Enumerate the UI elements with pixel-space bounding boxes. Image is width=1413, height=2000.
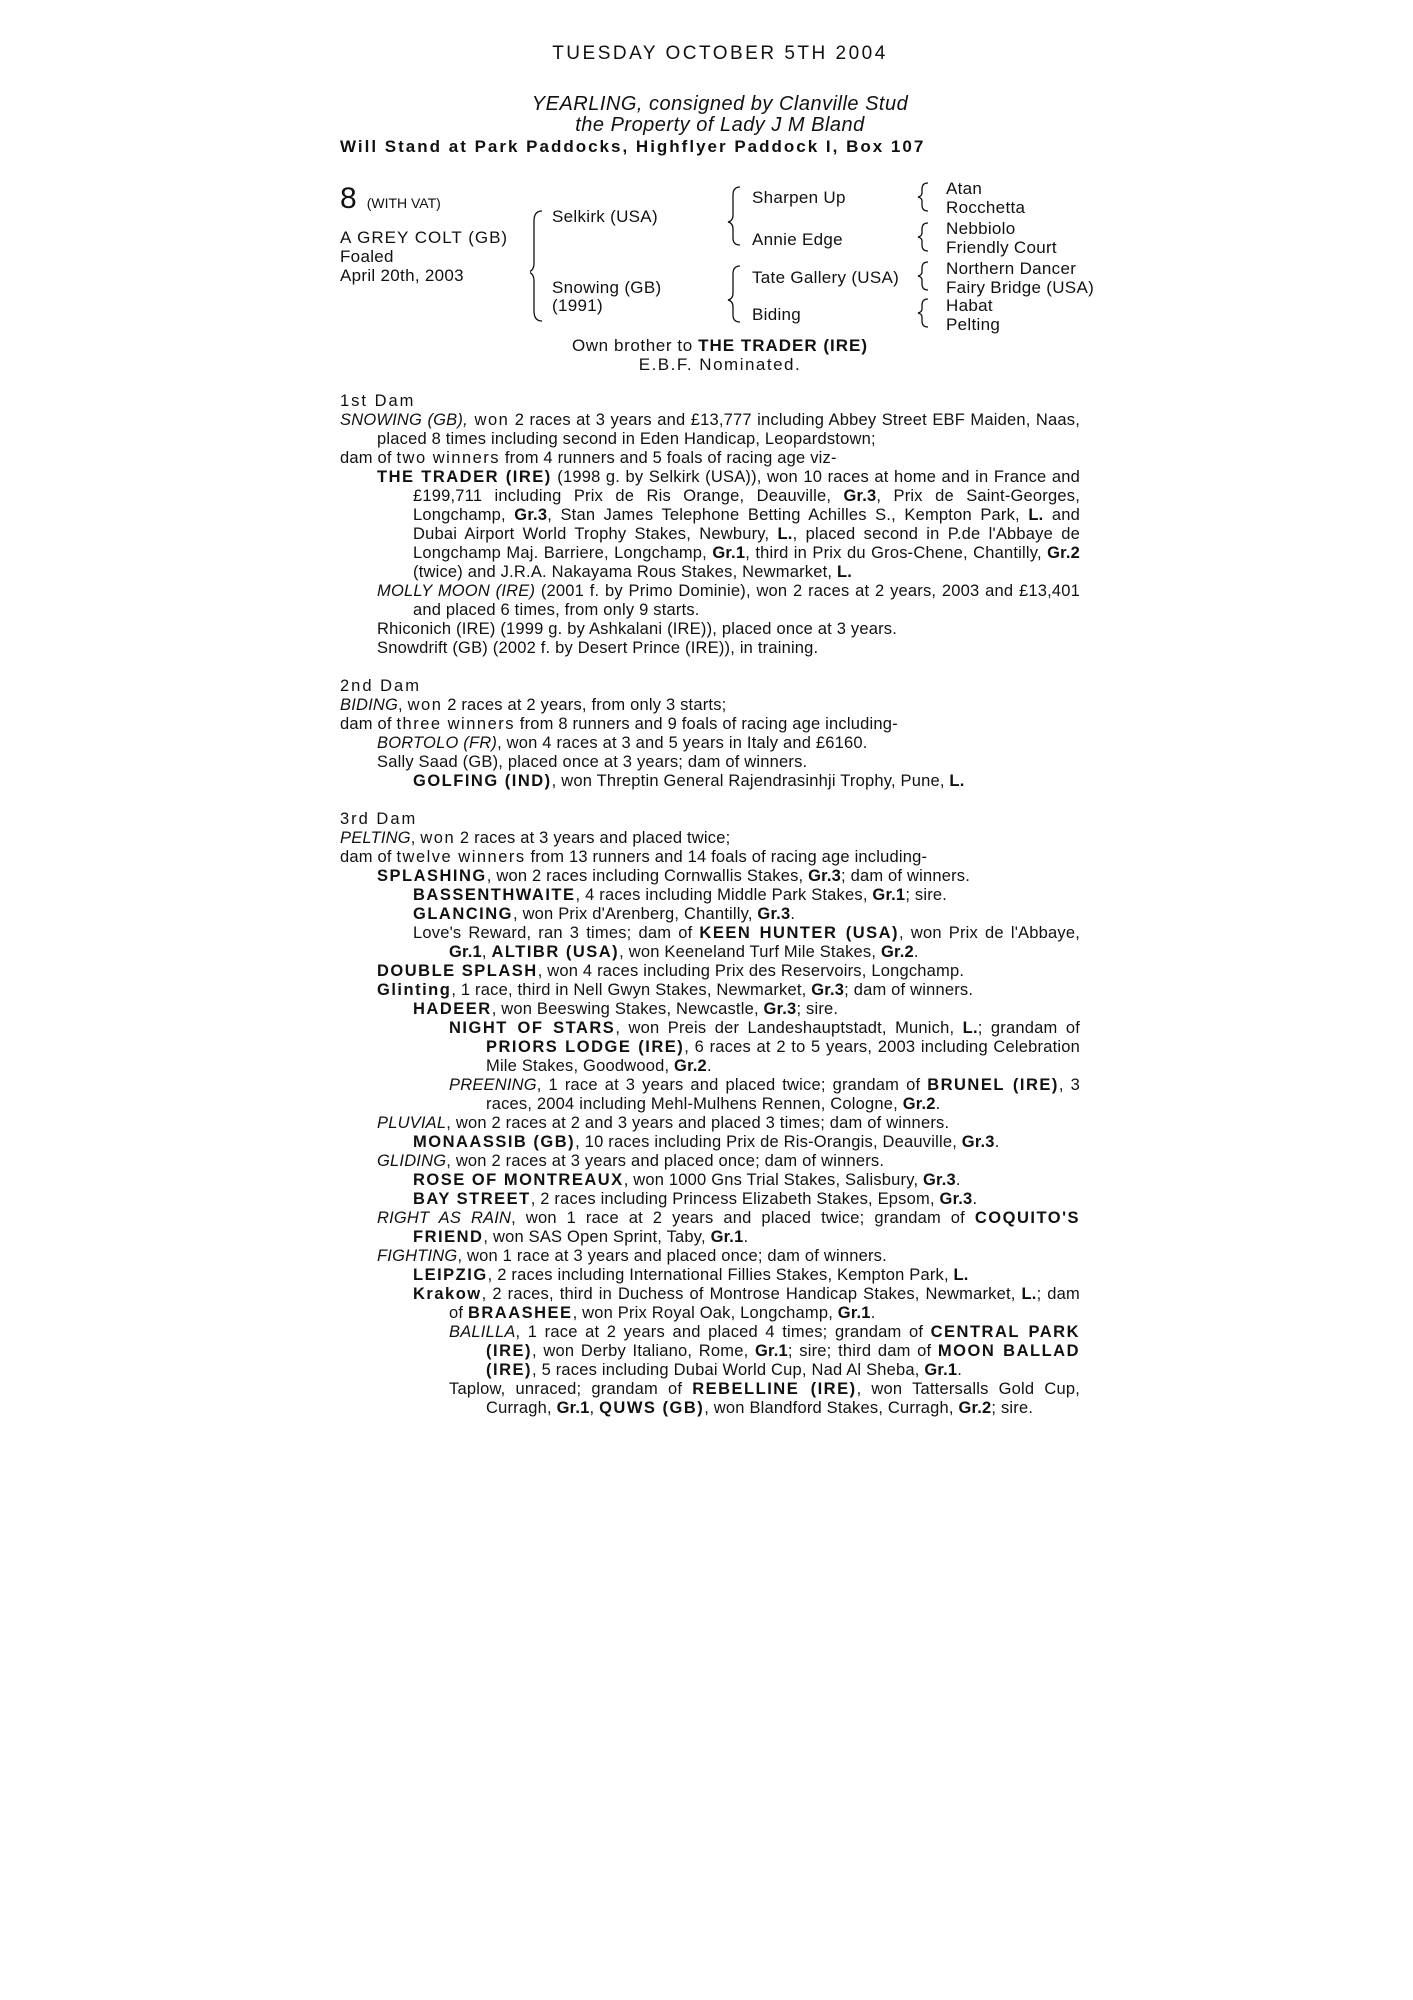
third-dam-produce-summary: dam of twelve winners from 13 runners and 14 foals of racing age including- [340, 848, 928, 866]
produce-bortolo: BORTOLO (FR), won 4 races at 3 and 5 years in Italy and £6160. [377, 734, 868, 752]
dam-brace [728, 266, 740, 322]
third-dam-record: PELTING, won 2 races at 3 years and placed twice; [340, 829, 731, 847]
produce-preening: PREENING, 1 race at 3 years and placed twice; grandam of BRUNEL (IRE), 3 races, 2004 including Mehl-Mulhens Rennen, Cologne, Gr.2. [449, 1076, 1080, 1113]
stand-location: Will Stand at Park Paddocks, Highflyer Paddock I, Box 107 [340, 137, 926, 156]
produce-fighting: FIGHTING, won 1 race at 3 years and placed once; dam of winners. [377, 1247, 887, 1265]
sd-brace [918, 223, 928, 251]
sire-brace [728, 187, 740, 245]
produce-double-splash: DOUBLE SPLASH, won 4 races including Prix des Reservoirs, Longchamp. [377, 962, 965, 980]
ebf-note: E.B.F. Nominated. [638, 355, 802, 374]
sss: Atan [946, 179, 983, 198]
consignment [340, 94, 1100, 136]
produce-glancing: GLANCING, won Prix d'Arenberg, Chantilly, Gr.3. [413, 905, 796, 923]
third-dam-heading: 3rd Dam [340, 810, 418, 828]
produce-gliding: GLIDING, won 2 races at 3 years and placed once; dam of winners. [377, 1152, 885, 1170]
foaled-date: April 20th, 2003 [340, 266, 464, 285]
ssd: Rocchetta [946, 198, 1026, 217]
produce-monaassib: MONAASSIB (GB), 10 races including Prix de Ris-Orangis, Deauville, Gr.3. [413, 1133, 1000, 1151]
produce-bay-street: BAY STREET, 2 races including Princess Elizabeth Stakes, Epsom, Gr.3. [413, 1190, 978, 1208]
produce-balilla: BALILLA, 1 race at 2 years and placed 4 times; grandam of CENTRAL PARK (IRE), won Derby Italiano, Rome, Gr.1; sire; third dam of MOON BALLAD (IRE), 5 races including Dubai World Cup, Nad Al Sheba, Gr.1. [449, 1323, 1080, 1379]
brother-name: THE TRADER (IRE) [698, 336, 869, 355]
produce-pluvial: PLUVIAL, won 2 races at 2 and 3 years and placed 3 times; dam of winners. [377, 1114, 950, 1132]
ss-brace [918, 183, 928, 211]
ds-brace [918, 262, 928, 290]
produce-molly-moon: MOLLY MOON (IRE) (2001 f. by Primo Dominie), won 2 races at 2 years, 2003 and £13,401 and placed 6 times, from only 9 starts. [377, 582, 1080, 619]
sire-dam: Annie Edge [752, 230, 843, 249]
produce-sally-saad: Sally Saad (GB), placed once at 3 years; dam of winners. [377, 753, 808, 771]
foaled-label: Foaled [340, 247, 394, 266]
pedigree-body [340, 392, 1080, 1418]
lot-number: 8 [340, 182, 357, 215]
produce-glinting: Glinting, 1 race, third in Nell Gwyn Stakes, Newmarket, Gr.3; dam of winners. [377, 981, 974, 999]
first-dam-record: SNOWING (GB), won 2 races at 3 years and £13,777 including Abbey Street EBF Maiden, Naas, placed 8 times including second in Eden Handicap, Leopardstown; [340, 411, 1080, 448]
sdd: Friendly Court [946, 238, 1057, 257]
brother-prefix: Own brother to [571, 336, 699, 355]
produce-rhiconich: Rhiconich (IRE) (1999 g. by Ashkalani (IRE)), placed once at 3 years. [377, 620, 898, 638]
dds: Habat [946, 296, 993, 315]
lot-number-line [340, 182, 441, 216]
produce-golfing: GOLFING (IND), won Threptin General Rajendrasinhji Trophy, Pune, L. [413, 772, 965, 790]
produce-hadeer: HADEER, won Beeswing Stakes, Newcastle, Gr.3; sire. [413, 1000, 839, 1018]
produce-night-of-stars: NIGHT OF STARS, won Preis der Landeshauptstadt, Munich, L.; grandam of PRIORS LODGE (IRE), 6 races at 2 to 5 years, 2003 including Celebration Mile Stakes, Goodwood, Gr.2. [449, 1019, 1081, 1075]
dam-dam: Biding [752, 305, 802, 324]
dd-brace [918, 299, 928, 327]
second-dam-record: BIDING, won 2 races at 2 years, from only 3 starts; [340, 696, 727, 714]
produce-the-trader: THE TRADER (IRE) (1998 g. by Selkirk (USA)), won 10 races at home and in France and £199,711 including Prix de Ris Orange, Deauville, Gr.3, Prix de Saint-Georges, Longchamp, Gr.3, Stan James Telephone Betting Achilles S., Kempton Park, L. and Dubai Airport World Trophy Stakes, Newbury, L., placed second in P.de l'Abbaye de Longchamp Maj. Barriere, Longchamp, Gr.1, third in Prix du Gros-Chene, Chantilly, Gr.2 (twice) and J.R.A. Nakayama Rous Stakes, Newmarket, L. [377, 468, 1080, 581]
produce-bassenthwaite: BASSENTHWAITE, 4 races including Middle Park Stakes, Gr.1; sire. [413, 886, 948, 904]
first-dam-produce-summary: dam of two winners from 4 runners and 5 foals of racing age viz- [340, 449, 837, 467]
dam-name: Snowing (GB) [552, 278, 662, 297]
sire-sire: Sharpen Up [752, 188, 846, 207]
produce-taplow: Taplow, unraced; grandam of REBELLINE (IRE), won Tattersalls Gold Cup, Curragh, Gr.1, QUWS (GB), won Blandford Stakes, Curragh, Gr.2; sire. [449, 1380, 1080, 1417]
produce-right-as-rain: RIGHT AS RAIN, won 1 race at 2 years and placed twice; grandam of COQUITO'S FRIEND, won SAS Open Sprint, Taby, Gr.1. [377, 1209, 1081, 1246]
dsd: Fairy Bridge (USA) [946, 278, 1095, 297]
vat-note: (WITH VAT) [366, 195, 441, 211]
ddd: Pelting [946, 315, 1001, 334]
first-dam-heading: 1st Dam [340, 392, 416, 410]
produce-rose-of-montreaux: ROSE OF MONTREAUX, won 1000 Gns Trial Stakes, Salisbury, Gr.3. [413, 1171, 961, 1189]
second-dam-produce-summary: dam of three winners from 8 runners and 9 foals of racing age including- [340, 715, 898, 733]
dss: Northern Dancer [946, 259, 1077, 278]
produce-loves-reward: Love's Reward, ran 3 times; dam of KEEN HUNTER (USA), won Prix de l'Abbaye, Gr.1, ALTIBR (USA), won Keeneland Turf Mile Stakes, Gr.2. [413, 924, 1080, 961]
produce-splashing: SPLASHING, won 2 races including Cornwallis Stakes, Gr.3; dam of winners. [377, 867, 971, 885]
sds: Nebbiolo [946, 219, 1016, 238]
dam-sire: Tate Gallery (USA) [752, 268, 900, 287]
produce-snowdrift: Snowdrift (GB) (2002 f. by Desert Prince (IRE)), in training. [377, 639, 819, 657]
lot-description: A GREY COLT (GB) [340, 228, 509, 247]
sire-name: Selkirk (USA) [552, 207, 658, 226]
sire-dam-brace [530, 211, 542, 321]
second-dam-heading: 2nd Dam [340, 677, 421, 695]
produce-krakow: Krakow, 2 races, third in Duchess of Montrose Handicap Stakes, Newmarket, L.; dam of BRAASHEE, won Prix Royal Oak, Longchamp, Gr.1. [413, 1285, 1080, 1322]
own-brother-note [340, 336, 1100, 355]
produce-leipzig: LEIPZIG, 2 races including International Fillies Stakes, Kempton Park, L. [413, 1266, 969, 1284]
property-line: the Property of Lady J M Bland [575, 114, 865, 136]
dam-year: (1991) [552, 296, 603, 315]
sale-date: TUESDAY OCTOBER 5TH 2004 [552, 43, 888, 64]
consignor-line: YEARLING, consigned by Clanville Stud [531, 93, 909, 115]
